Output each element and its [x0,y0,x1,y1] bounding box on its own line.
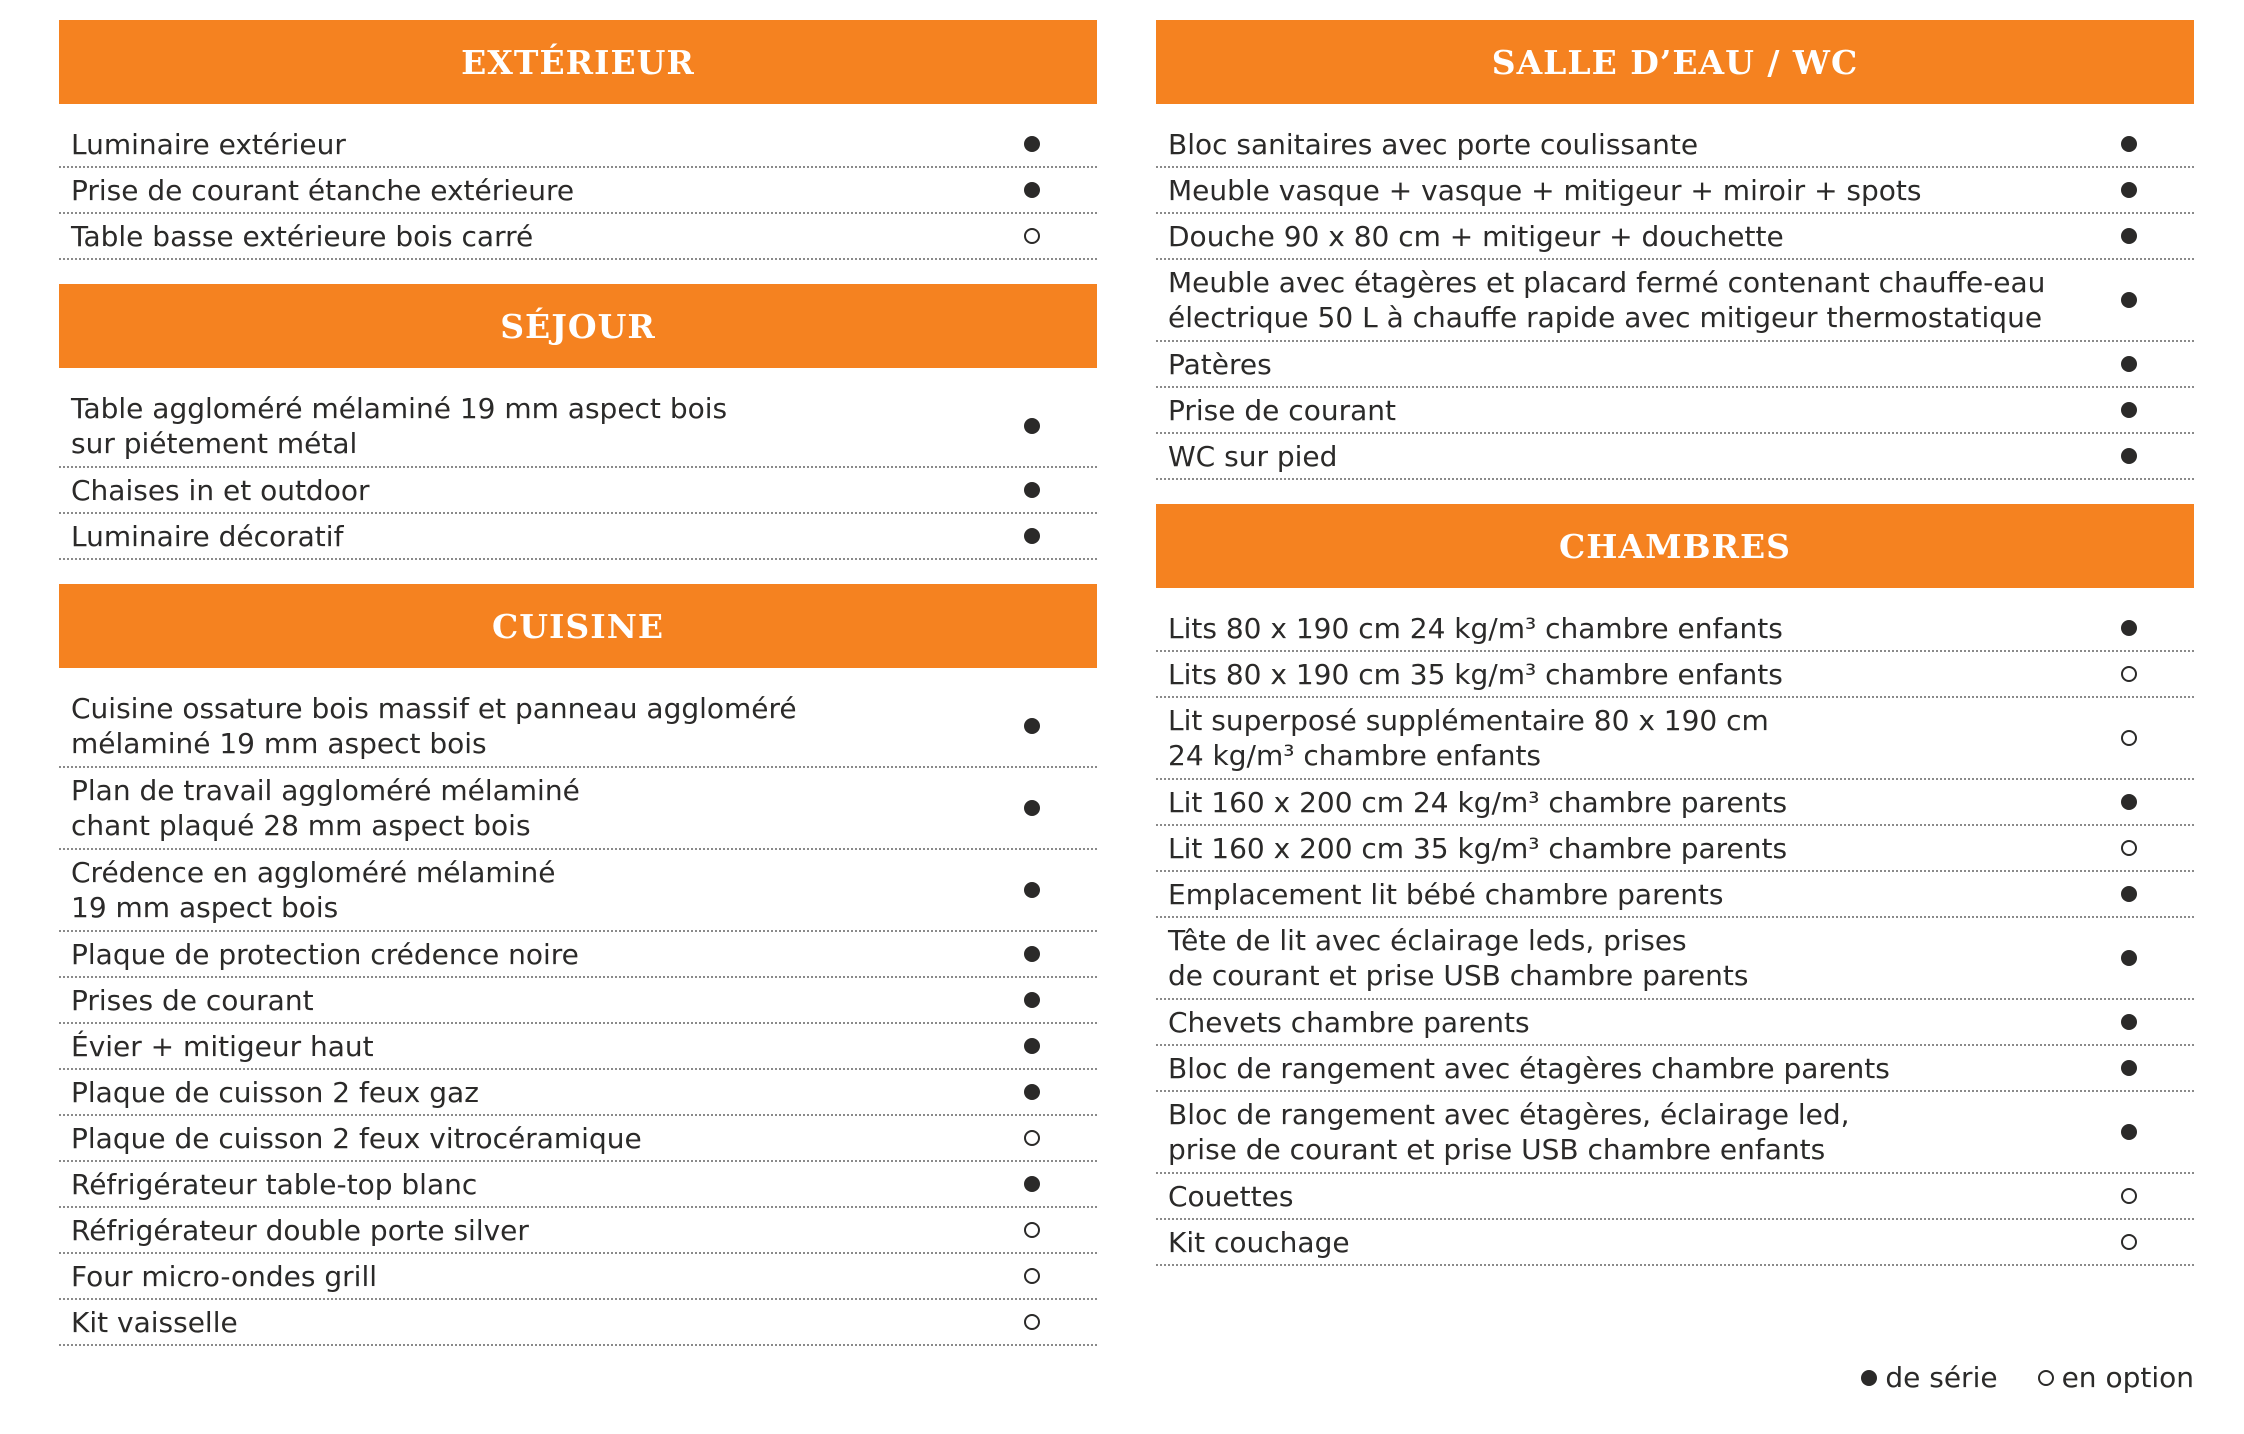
filled-dot-icon [1024,1176,1040,1192]
item-label: Patères [1168,347,1272,381]
status-mark [2064,178,2194,202]
item-label: Table basse extérieure bois carré [71,219,534,253]
filled-dot-icon [2121,448,2137,464]
status-mark [2064,662,2194,686]
section-sejour [59,284,1097,560]
status-mark [2064,1120,2194,1144]
list-item [59,850,1097,932]
filled-dot-icon [2121,620,2137,636]
filled-dot-icon [2121,402,2137,418]
item-label: Chaises in et outdoor [71,473,370,507]
empty-circle-icon [1024,1222,1040,1238]
empty-circle-icon [2121,666,2137,682]
empty-circle-icon [2121,1234,2137,1250]
filled-dot-icon [2121,794,2137,810]
status-mark [2064,1010,2194,1034]
status-mark [2064,288,2194,312]
list-item [59,978,1097,1024]
list-item [59,932,1097,978]
list-item [1156,342,2194,388]
list-item [59,168,1097,214]
status-mark [967,942,1097,966]
list-item [1156,434,2194,480]
status-mark [967,1264,1097,1288]
status-mark [967,178,1097,202]
empty-circle-icon [2121,730,2137,746]
list-item [1156,652,2194,698]
status-mark [2064,444,2194,468]
status-mark [2064,132,2194,156]
item-label: Bloc sanitaires avec porte coulissante [1168,127,1699,161]
filled-dot-icon [1861,1370,1877,1386]
list-item [59,1208,1097,1254]
list-item [1156,1046,2194,1092]
empty-circle-icon [1024,1130,1040,1146]
section-title-sejour: SÉJOUR [59,284,1097,368]
list-item [59,1070,1097,1116]
item-label: Crédence en aggloméré mélaminé 19 mm aspect bois [71,856,556,924]
list-item [59,386,1097,468]
filled-dot-icon [1024,946,1040,962]
item-label: Prise de courant étanche extérieure [71,173,575,207]
filled-dot-icon [2121,886,2137,902]
list-item [1156,1092,2194,1174]
item-label: Chevets chambre parents [1168,1005,1530,1039]
status-mark [967,132,1097,156]
legend-serie [1861,1361,1997,1394]
status-mark [2064,224,2194,248]
item-label: Luminaire extérieur [71,127,346,161]
filled-dot-icon [2121,1060,2137,1076]
item-label: Lit superposé supplémentaire 80 x 190 cm 24 kg/m³ chambre enfants [1168,704,1769,772]
filled-dot-icon [2121,292,2137,308]
status-mark [2064,882,2194,906]
item-label: Meuble avec étagères et placard fermé contenant chauffe-eau électrique 50 L à chauffe rapide avec mitigeur thermostatique [1168,266,2046,334]
status-mark [967,988,1097,1012]
filled-dot-icon [1024,182,1040,198]
item-label: Prises de courant [71,983,314,1017]
section-title-cuisine: CUISINE [59,584,1097,668]
filled-dot-icon [2121,182,2137,198]
status-mark [967,478,1097,502]
status-mark [967,714,1097,738]
section-rows [1156,122,2194,480]
status-mark [967,878,1097,902]
filled-dot-icon [2121,1124,2137,1140]
item-label: Cuisine ossature bois massif et panneau aggloméré mélaminé 19 mm aspect bois [71,692,797,760]
empty-circle-icon [1024,1314,1040,1330]
section-exterieur [59,20,1097,260]
list-item [59,1162,1097,1208]
list-item [59,468,1097,514]
list-item [1156,1220,2194,1266]
status-mark [2064,836,2194,860]
list-item [1156,780,2194,826]
item-label: Kit vaisselle [71,1305,238,1339]
section-title-exterieur: EXTÉRIEUR [59,20,1097,104]
status-mark [967,224,1097,248]
list-item [1156,168,2194,214]
status-mark [967,524,1097,548]
item-label: Lits 80 x 190 cm 24 kg/m³ chambre enfants [1168,611,1783,645]
list-item [1156,122,2194,168]
item-label: Réfrigérateur double porte silver [71,1213,529,1247]
item-label: Lit 160 x 200 cm 24 kg/m³ chambre parents [1168,785,1788,819]
status-mark [967,796,1097,820]
filled-dot-icon [2121,228,2137,244]
filled-dot-icon [2121,1014,2137,1030]
list-item [59,214,1097,260]
list-item [1156,214,2194,260]
empty-circle-icon [1024,1268,1040,1284]
list-item [1156,698,2194,780]
filled-dot-icon [1024,992,1040,1008]
list-item [1156,606,2194,652]
item-label: Bloc de rangement avec étagères, éclairage led, prise de courant et prise USB chambre enfants [1168,1098,1850,1166]
legend-option [2038,1361,2194,1394]
list-item [59,768,1097,850]
item-label: Couettes [1168,1179,1294,1213]
status-mark [2064,790,2194,814]
status-mark [2064,1056,2194,1080]
status-mark [2064,398,2194,422]
list-item [1156,388,2194,434]
status-mark [2064,946,2194,970]
filled-dot-icon [1024,136,1040,152]
filled-dot-icon [1024,1084,1040,1100]
item-label: Kit couchage [1168,1225,1350,1259]
list-item [1156,260,2194,342]
status-mark [967,1126,1097,1150]
filled-dot-icon [1024,482,1040,498]
filled-dot-icon [2121,136,2137,152]
item-label: Four micro-ondes grill [71,1259,378,1293]
item-label: Plaque de cuisson 2 feux gaz [71,1075,479,1109]
filled-dot-icon [2121,950,2137,966]
filled-dot-icon [1024,800,1040,816]
filled-dot-icon [1024,418,1040,434]
list-item [1156,826,2194,872]
list-item [59,1024,1097,1070]
legend-option-label: en option [2061,1361,2194,1394]
empty-circle-icon [2038,1370,2054,1386]
list-item [1156,1000,2194,1046]
item-label: Lit 160 x 200 cm 35 kg/m³ chambre parents [1168,831,1788,865]
item-label: Plaque de protection crédence noire [71,937,579,971]
empty-circle-icon [2121,840,2137,856]
filled-dot-icon [1024,1038,1040,1054]
status-mark [967,1034,1097,1058]
right-column [1156,20,2194,1290]
item-label: Évier + mitigeur haut [71,1029,374,1063]
list-item [1156,918,2194,1000]
section-salle-eau [1156,20,2194,480]
status-mark [2064,616,2194,640]
list-item [59,1300,1097,1346]
section-rows [59,122,1097,260]
status-mark [967,1172,1097,1196]
left-column [59,20,1097,1370]
item-label: Prise de courant [1168,393,1396,427]
list-item [59,1254,1097,1300]
list-item [59,686,1097,768]
status-mark [2064,726,2194,750]
filled-dot-icon [2121,356,2137,372]
filled-dot-icon [1024,718,1040,734]
list-item [59,122,1097,168]
section-chambres [1156,504,2194,1266]
legend-serie-label: de série [1885,1361,1998,1394]
list-item [59,514,1097,560]
status-mark [2064,1230,2194,1254]
item-label: Douche 90 x 80 cm + mitigeur + douchette [1168,219,1784,253]
item-label: Plan de travail aggloméré mélaminé chant plaqué 28 mm aspect bois [71,774,580,842]
status-mark [2064,352,2194,376]
section-cuisine [59,584,1097,1346]
item-label: Réfrigérateur table-top blanc [71,1167,478,1201]
item-label: Bloc de rangement avec étagères chambre parents [1168,1051,1890,1085]
item-label: Lits 80 x 190 cm 35 kg/m³ chambre enfants [1168,657,1783,691]
item-label: Luminaire décoratif [71,519,344,553]
item-label: Emplacement lit bébé chambre parents [1168,877,1724,911]
status-mark [967,1080,1097,1104]
item-label: Plaque de cuisson 2 feux vitrocéramique [71,1121,642,1155]
item-label: Meuble vasque + vasque + mitigeur + miroir + spots [1168,173,1922,207]
legend [1861,1361,2194,1394]
list-item [1156,872,2194,918]
item-label: WC sur pied [1168,439,1338,473]
section-rows [1156,606,2194,1266]
section-rows [59,686,1097,1346]
empty-circle-icon [2121,1188,2137,1204]
list-item [59,1116,1097,1162]
item-label: Tête de lit avec éclairage leds, prises de courant et prise USB chambre parents [1168,924,1749,992]
section-title-chambres: CHAMBRES [1156,504,2194,588]
status-mark [967,1218,1097,1242]
item-label: Table aggloméré mélaminé 19 mm aspect bois sur piétement métal [71,392,728,460]
list-item [1156,1174,2194,1220]
filled-dot-icon [1024,528,1040,544]
status-mark [2064,1184,2194,1208]
filled-dot-icon [1024,882,1040,898]
section-title-salle-eau: SALLE D’EAU / WC [1156,20,2194,104]
empty-circle-icon [1024,228,1040,244]
section-rows [59,386,1097,560]
status-mark [967,414,1097,438]
status-mark [967,1310,1097,1334]
